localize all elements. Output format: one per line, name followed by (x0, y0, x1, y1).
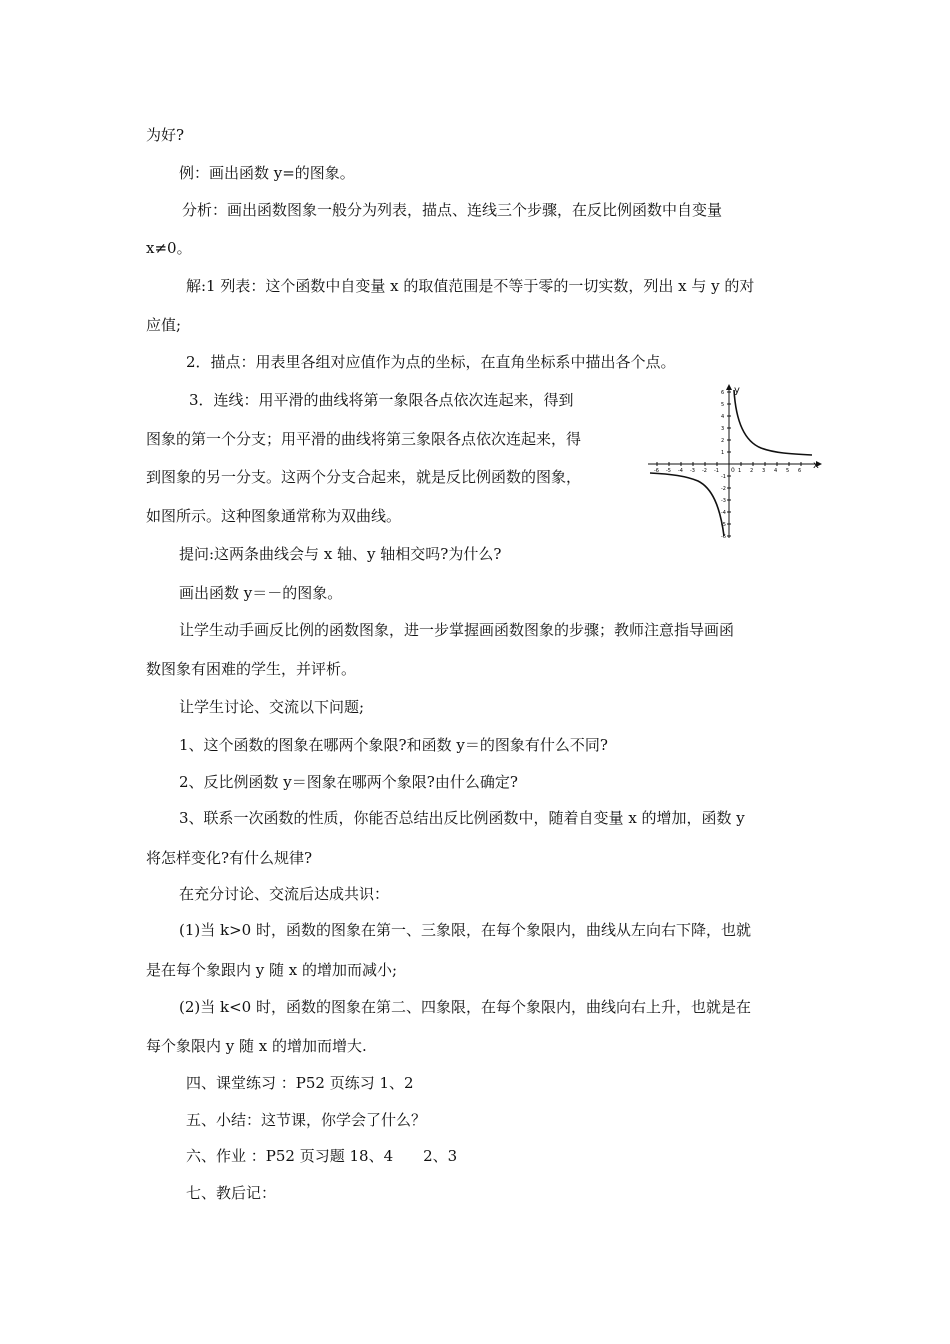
y-tick-label: -4 (721, 510, 726, 516)
y-tick-label: -2 (721, 486, 726, 492)
hyperbola-figure (646, 384, 824, 540)
text-line: 例：画出函数 y=的图象。 (179, 164, 355, 182)
x-tick-label: 4 (774, 468, 778, 474)
text-line: 让学生讨论、交流以下问题; (179, 698, 365, 716)
y-axis-label: y (734, 385, 740, 396)
text-line: x≠0。 (146, 239, 192, 257)
y-tick-label: 1 (721, 450, 725, 456)
y-tick-label: -1 (721, 474, 726, 480)
text-line: 应值; (146, 316, 182, 334)
x-tick-label: -2 (702, 468, 707, 474)
text-line: 画出函数 y＝－的图象。 (179, 584, 343, 602)
y-tick-label: -5 (721, 522, 726, 528)
text-line: 1、这个函数的图象在哪两个象限?和函数 y＝的图象有什么不同? (179, 736, 608, 754)
text-line: 在充分讨论、交流后达成共识： (179, 885, 390, 903)
y-axis-arrow (726, 384, 732, 390)
text-line: 2．描点：用表里各组对应值作为点的坐标，在直角坐标系中描出各个点。 (186, 353, 676, 371)
hyperbola-branch-third-quadrant (650, 473, 724, 536)
text-line: 3．连线：用平滑的曲线将第一象限各点依次连起来，得到 (189, 391, 574, 409)
text-line: (2)当 k<0 时，函数的图象在第二、四象限，在每个象限内，曲线向右上升，也就是在 (179, 998, 751, 1016)
y-tick-label: 5 (721, 402, 725, 408)
hyperbola-branch-first-quadrant (734, 390, 812, 455)
text-line: 如图所示。这种图象通常称为双曲线。 (146, 507, 402, 525)
x-tick-label: -3 (690, 468, 695, 474)
y-tick-label: 6 (721, 390, 725, 396)
text-line: 解:1 列表：这个函数中自变量 x 的取值范围是不等于零的一切实数，列出 x 与 y 的对 (186, 277, 755, 295)
text-line: 到图象的另一分支。这两个分支合起来，就是反比例函数的图象， (146, 468, 582, 486)
text-line: 图象的第一个分支；用平滑的曲线将第三象限各点依次连起来，得 (146, 430, 582, 448)
x-tick-label: -1 (714, 468, 719, 474)
text-line: 3、联系一次函数的性质，你能否总结出反比例函数中，随着自变量 x 的增加，函数 y (179, 809, 745, 827)
x-tick-label: 2 (750, 468, 754, 474)
text-line: 让学生动手画反比例的函数图象，进一步掌握画函数图象的步骤；教师注意指导画函 (179, 621, 735, 639)
y-tick-label: -6 (721, 534, 726, 540)
x-tick-label: 5 (786, 468, 790, 474)
y-tick-label: 4 (721, 414, 725, 420)
x-tick-label: -6 (654, 468, 659, 474)
text-line: 数图象有困难的学生，并评析。 (146, 660, 357, 678)
axis-ticks (654, 390, 801, 540)
text-line: 分析：画出函数图象一般分为列表，描点、连线三个步骤，在反比例函数中自变量 (182, 201, 723, 219)
y-tick-label: -3 (721, 498, 726, 504)
text-line: 提问:这两条曲线会与 x 轴、y 轴相交吗?为什么? (179, 545, 502, 563)
x-tick-label: 1 (738, 468, 742, 474)
text-line: 六、作业 ：P52 页习题 18、4 2、3 (186, 1147, 458, 1165)
x-axis-label: x (813, 460, 819, 471)
x-tick-label: -4 (678, 468, 683, 474)
text-line: 为好? (146, 126, 185, 144)
text-line: 将怎样变化?有什么规律? (146, 849, 313, 867)
y-tick-label: 3 (721, 426, 725, 432)
y-tick-label: 2 (721, 438, 725, 444)
origin-label: 0 (731, 467, 735, 474)
text-line: 是在每个象跟内 y 随 x 的增加而减小; (146, 961, 398, 979)
text-line: 四、课堂练习 ：P52 页练习 1、2 (186, 1074, 414, 1092)
text-line: 每个象限内 y 随 x 的增加而增大. (146, 1037, 367, 1055)
text-line: 2、反比例函数 y＝图象在哪两个象限?由什么确定? (179, 773, 518, 791)
text-line: 七、教后记： (186, 1184, 277, 1202)
text-line: (1)当 k>0 时，函数的图象在第一、三象限，在每个象限内，曲线从左向右下降，也就 (179, 921, 751, 939)
x-tick-label: -5 (666, 468, 671, 474)
text-line: 五、小结：这节课，你学会了什么？ (186, 1111, 427, 1129)
x-tick-label: 3 (762, 468, 766, 474)
x-tick-label: 6 (798, 468, 802, 474)
